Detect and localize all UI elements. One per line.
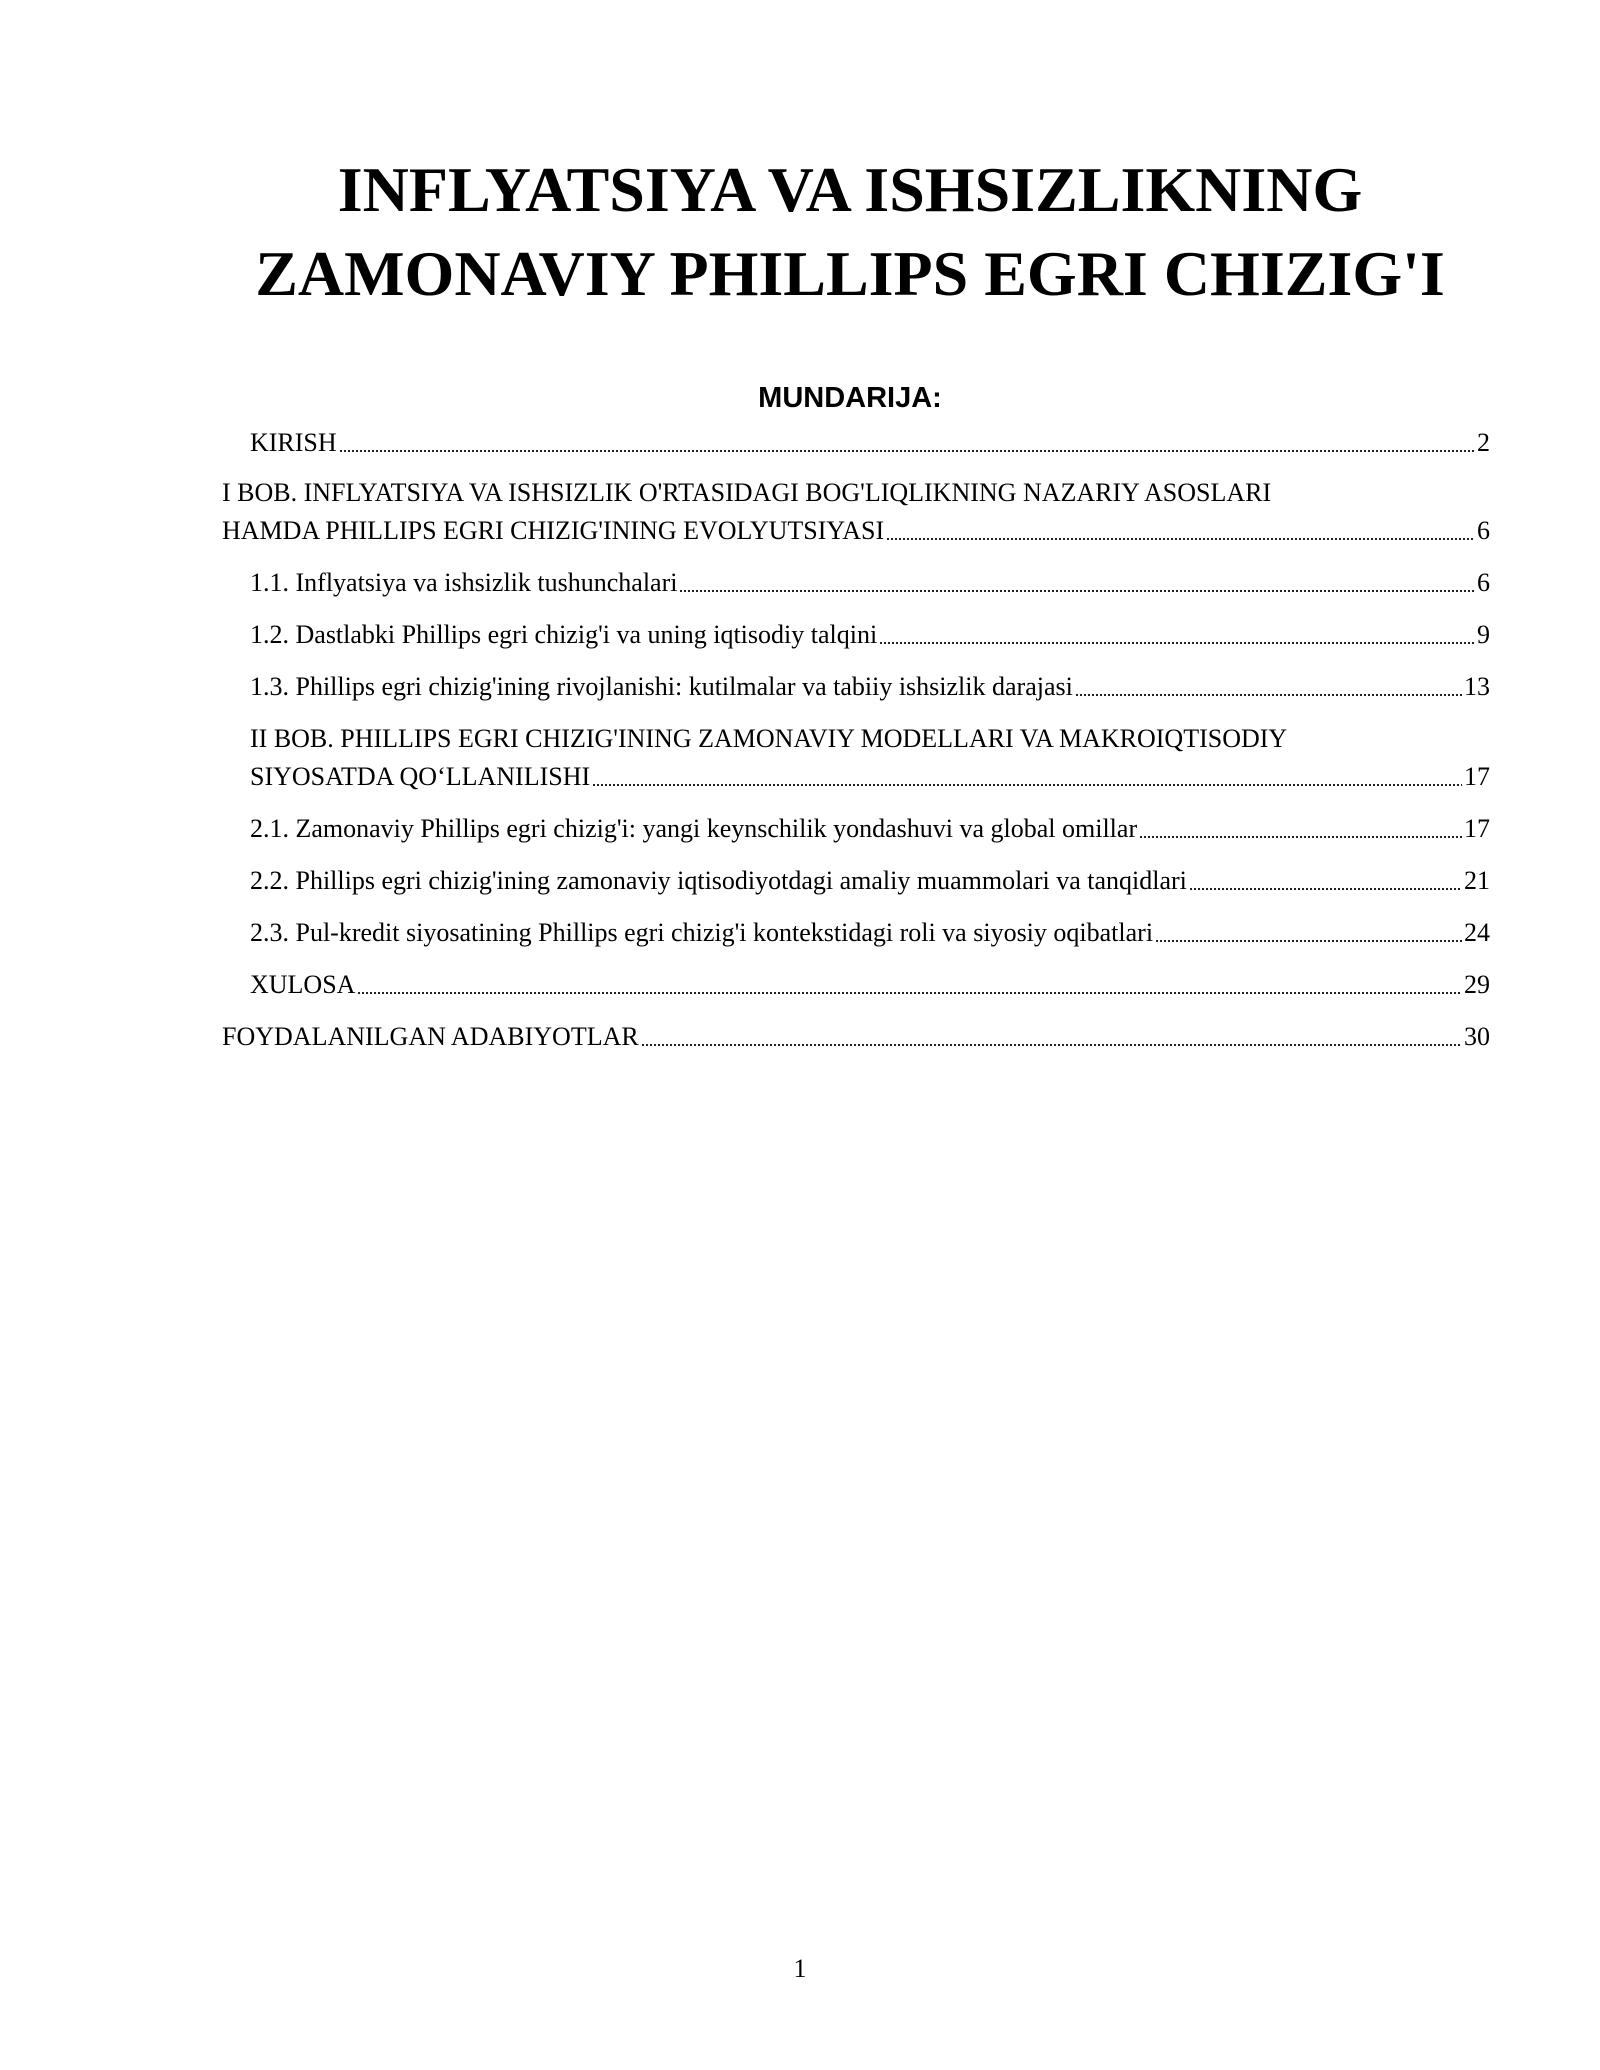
- toc-entry-section-2-1[interactable]: [250, 810, 1490, 848]
- toc-entry-label-line-1: II BOB. PHILLIPS EGRI CHIZIG'INING ZAMONAVIY MODELLARI VA MAKROIQTISODIY: [250, 724, 1288, 753]
- dot-leader: [339, 424, 1475, 454]
- toc-entry-section-1-3[interactable]: [250, 668, 1490, 706]
- toc-entry-label: 1.3. Phillips egri chizig'ining rivojlanishi: kutilmalar va tabiiy ishsizlik darajasi: [250, 672, 1073, 701]
- toc-entry-section-1-2[interactable]: [250, 616, 1490, 654]
- title-line-2: ZAMONAVIY PHILLIPS EGRI CHIZIG'I: [255, 238, 1445, 309]
- toc-page-number: 21: [1464, 866, 1490, 895]
- toc-page-number: 24: [1464, 918, 1490, 947]
- page-number: 1: [793, 1954, 807, 1983]
- dot-leader: [1155, 914, 1462, 944]
- toc-page-number: 30: [1464, 1022, 1490, 1051]
- title-line-1: INFLYATSIYA VA ISHSIZLIKNING: [337, 154, 1363, 225]
- toc-entry-section-2-3[interactable]: [250, 914, 1490, 952]
- toc-entry-section-1-1[interactable]: [250, 564, 1490, 602]
- toc-entry-label: 2.3. Pul-kredit siyosatining Phillips egri chizig'i kontekstidagi roli va siyosiy oqibatlari: [250, 918, 1154, 947]
- toc-entry-chapter-2[interactable]: [250, 720, 1490, 796]
- toc-page-number: 17: [1464, 814, 1490, 843]
- dot-leader: [641, 1018, 1462, 1048]
- dot-leader: [879, 616, 1475, 646]
- toc-entry-label-line-1: I BOB. INFLYATSIYA VA ISHSIZLIK O'RTASIDAGI BOG'LIQLIKNING NAZARIY ASOSLARI: [222, 478, 1272, 507]
- toc-entry-chapter-1[interactable]: [222, 474, 1490, 550]
- toc-entry-references[interactable]: [222, 1018, 1490, 1056]
- toc-entry-label-line-2: HAMDA PHILLIPS EGRI CHIZIG'INING EVOLYUTSIYASI: [222, 516, 885, 545]
- dot-leader: [357, 966, 1462, 996]
- toc-page-number: 13: [1464, 672, 1490, 701]
- dot-leader: [1189, 862, 1462, 892]
- toc-entry-label: KIRISH: [250, 428, 337, 457]
- toc-entry-label: 1.2. Dastlabki Phillips egri chizig'i va uning iqtisodiy talqini: [250, 620, 878, 649]
- dot-leader: [886, 512, 1475, 542]
- toc-entry-label: FOYDALANILGAN ADABIYOTLAR: [222, 1022, 639, 1051]
- toc-page-number: 9: [1477, 620, 1490, 649]
- toc-entry-label-line-2: SIYOSATDA QO‘LLANILISHI: [250, 762, 591, 791]
- dot-leader: [592, 758, 1462, 788]
- toc-heading: MUNDARIJA:: [758, 382, 942, 414]
- toc-page-number: 17: [1464, 762, 1490, 791]
- dot-leader: [1139, 810, 1462, 840]
- dot-leader: [679, 564, 1475, 594]
- toc-page-number: 6: [1477, 516, 1490, 545]
- toc-entry-label: 2.2. Phillips egri chizig'ining zamonaviy iqtisodiyotdagi amaliy muammolari va tanqidlari: [250, 866, 1187, 895]
- toc-entry-section-2-2[interactable]: [250, 862, 1490, 900]
- toc-entry-label: 1.1. Inflyatsiya va ishsizlik tushunchalari: [250, 568, 678, 597]
- toc-entry-label: 2.1. Zamonaviy Phillips egri chizig'i: yangi keynschilik yondashuvi va global omillar: [250, 814, 1138, 843]
- toc-page-number: 29: [1464, 970, 1490, 999]
- toc-entry-xulosa[interactable]: [250, 966, 1490, 1004]
- toc-page-number: 2: [1477, 428, 1490, 457]
- toc-entry-kirish[interactable]: [250, 424, 1490, 462]
- toc-entry-label: XULOSA: [250, 970, 356, 999]
- toc-page-number: 6: [1477, 568, 1490, 597]
- dot-leader: [1075, 668, 1462, 698]
